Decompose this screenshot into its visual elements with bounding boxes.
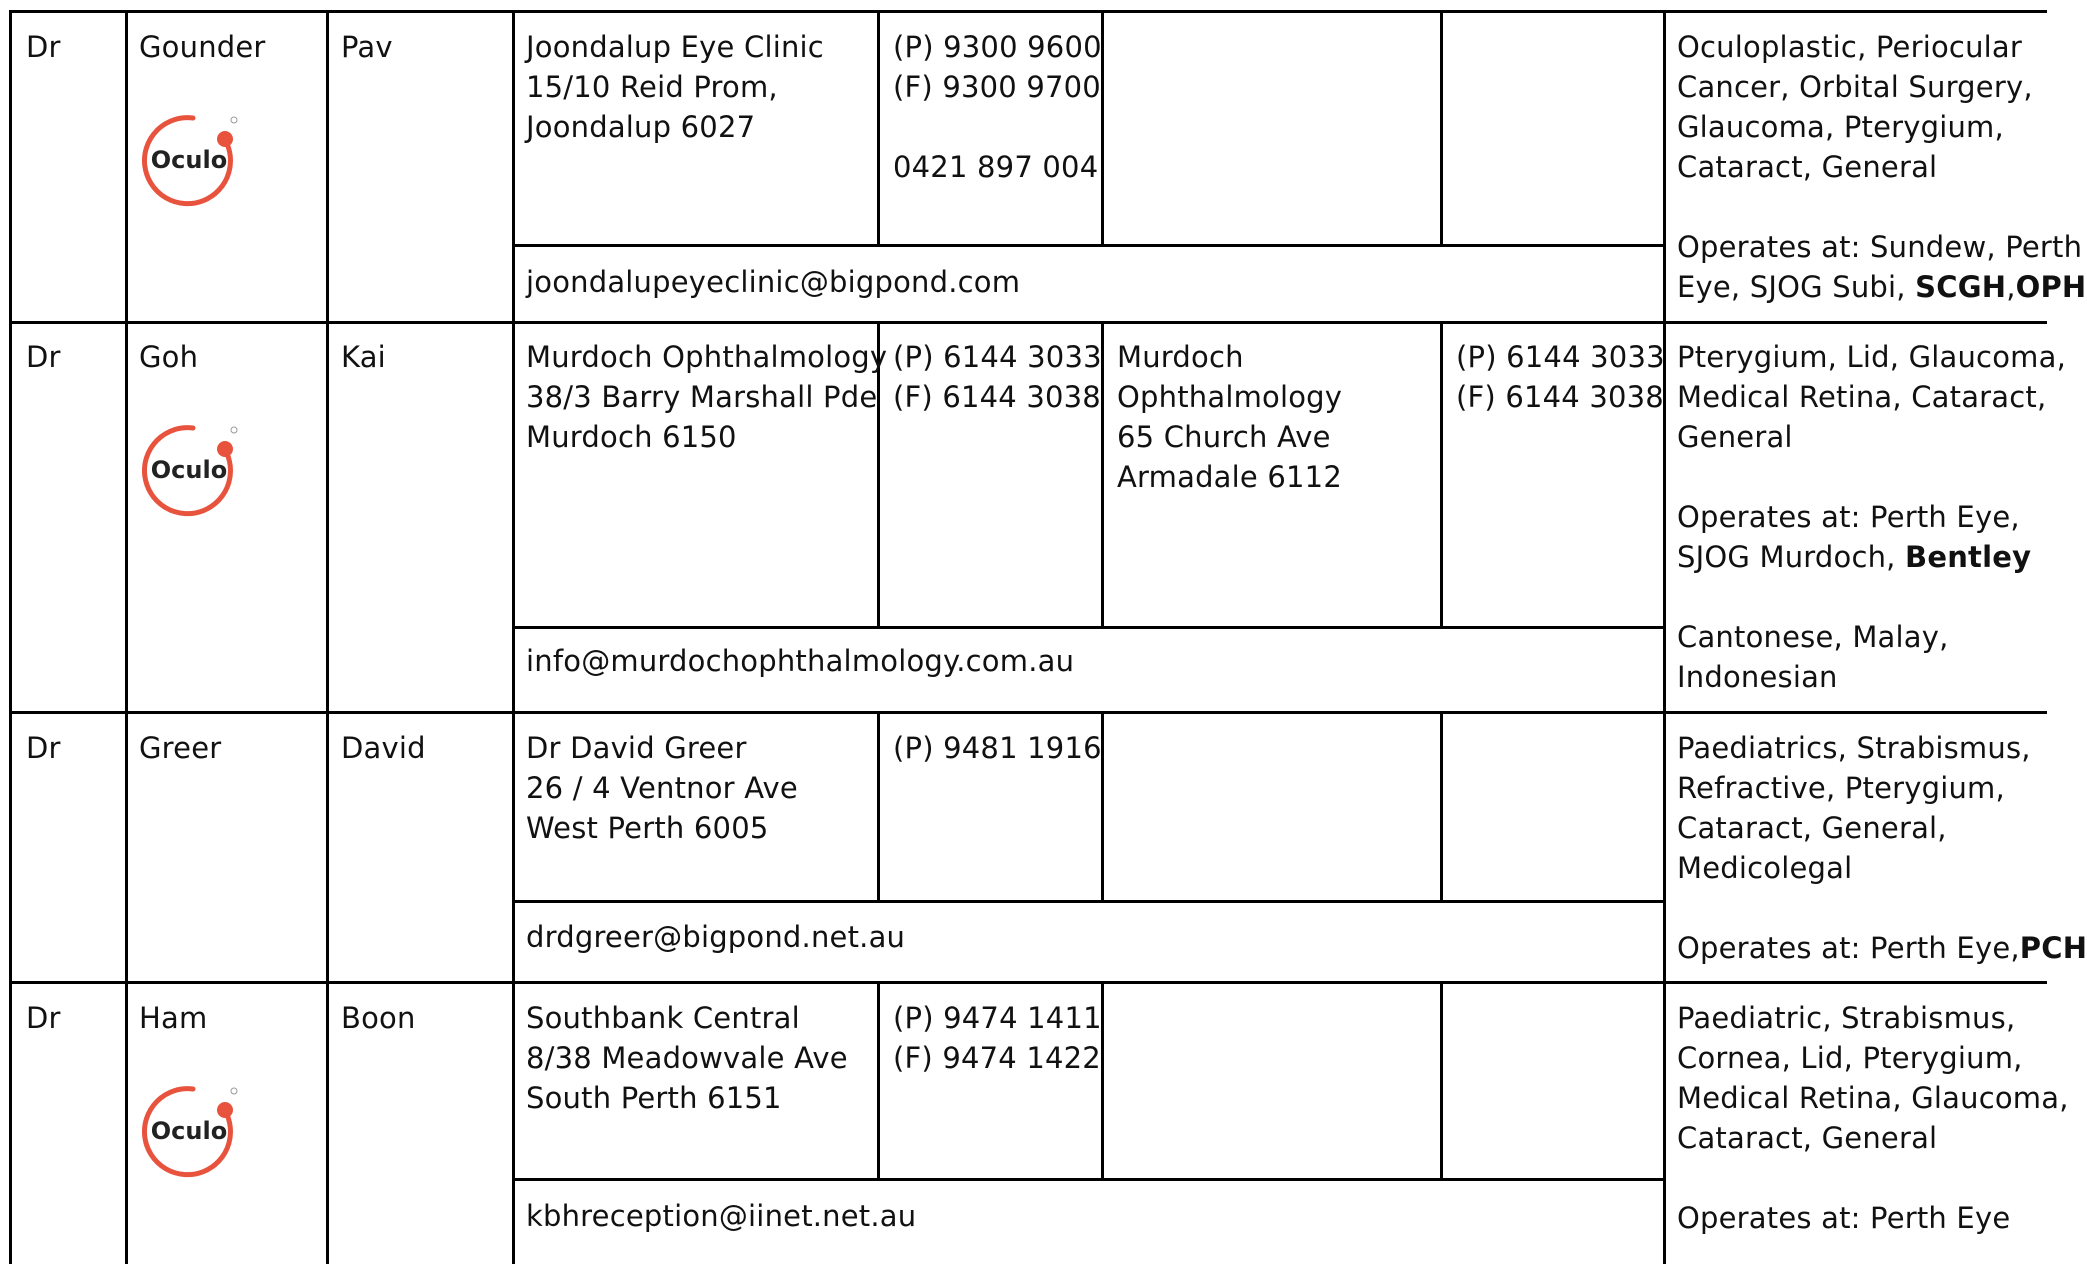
address-line: Murdoch — [1117, 340, 1244, 374]
title-cell: Dr — [26, 30, 61, 64]
operates-line: Operates at: Sundew, Perth — [1677, 230, 2083, 264]
operates-line — [1677, 537, 2031, 577]
oculo-logo-icon — [135, 105, 245, 215]
operates-line: Eye, SJOG Subi, SCGH,OPH — [1677, 270, 2087, 304]
email-cell[interactable]: joondalupeyeclinic@bigpond.com — [526, 265, 1021, 299]
oculo-logo-text: Oculo — [150, 1117, 228, 1145]
operates-prefix: Operates at: Perth Eye, — [1677, 931, 2020, 965]
language-line: Indonesian — [1677, 660, 1838, 694]
interest-line: Cataract, General — [1677, 1121, 1938, 1155]
col-line — [1663, 10, 1666, 1264]
address-line: Armadale 6112 — [1117, 460, 1342, 494]
oculo-logo-text: Oculo — [150, 146, 228, 174]
address-line: Ophthalmology — [1117, 380, 1343, 414]
address-line: Joondalup Eye Clinic — [526, 30, 824, 64]
operates-line: Operates at: Perth Eye, — [1677, 500, 2020, 534]
phone-line: (F) 6144 3038 — [893, 380, 1101, 414]
row-line — [9, 711, 2047, 714]
hospital-bold: SCGH — [1915, 270, 2007, 304]
first-name-cell: Boon — [341, 1001, 416, 1035]
title-cell: Dr — [26, 340, 61, 374]
first-name-cell: Pav — [341, 30, 393, 64]
first-name-cell: David — [341, 731, 426, 765]
interest-line: Medical Retina, Glaucoma, — [1677, 1081, 2069, 1115]
row-line — [9, 981, 2047, 984]
interest-line: Cancer, Orbital Surgery, — [1677, 70, 2033, 104]
title-cell: Dr — [26, 731, 61, 765]
address-line: South Perth 6151 — [526, 1081, 782, 1115]
phone-line: (F) 9300 9700 — [893, 70, 1101, 104]
phone-line: (P) 9474 1411 — [893, 1001, 1102, 1035]
row-line — [9, 321, 2047, 324]
hospital-bold: OPH — [2015, 270, 2087, 304]
address-line: Southbank Central — [526, 1001, 800, 1035]
oculo-logo-icon — [135, 1076, 245, 1186]
col-line — [9, 10, 12, 1264]
address-line: 26 / 4 Ventnor Ave — [526, 771, 798, 805]
interest-line: Pterygium, Lid, Glaucoma, — [1677, 340, 2066, 374]
phone-line: (P) 6144 3033 — [893, 340, 1102, 374]
first-name-cell: Kai — [341, 340, 386, 374]
operates-line: Operates at: Perth Eye — [1677, 1201, 2011, 1235]
email-cell[interactable]: drdgreer@bigpond.net.au — [526, 920, 906, 954]
oculo-logo-text: Oculo — [150, 456, 228, 484]
email-cell[interactable]: info@murdochophthalmology.com.au — [526, 644, 1075, 678]
col-line — [125, 10, 128, 1264]
surname-cell: Greer — [139, 731, 222, 765]
surname-cell: Ham — [139, 1001, 208, 1035]
phone-line: (F) 6144 3038 — [1456, 380, 1664, 414]
interest-line: Cataract, General — [1677, 150, 1938, 184]
phone-line: (P) 6144 3033 — [1456, 340, 1665, 374]
operates-line — [1677, 928, 2087, 968]
address-line: Dr David Greer — [526, 731, 747, 765]
interest-line: Paediatric, Strabismus, — [1677, 1001, 2016, 1035]
oculo-logo-icon — [135, 415, 245, 525]
interest-line: Oculoplastic, Periocular — [1677, 30, 2022, 64]
phone-line: (P) 9300 9600 — [893, 30, 1102, 64]
row-line — [9, 10, 2047, 13]
phone-line: (F) 9474 1422 — [893, 1041, 1101, 1075]
col-line — [326, 10, 329, 1264]
language-line: Cantonese, Malay, — [1677, 620, 1949, 654]
address-line: 65 Church Ave — [1117, 420, 1331, 454]
interest-line: Medicolegal — [1677, 851, 1853, 885]
address-line: West Perth 6005 — [526, 811, 769, 845]
interest-line: Refractive, Pterygium, — [1677, 771, 2005, 805]
interest-line: Cornea, Lid, Pterygium, — [1677, 1041, 2023, 1075]
operates-prefix: Eye, SJOG Subi, — [1677, 270, 1916, 304]
hospital-bold: PCH — [2019, 931, 2087, 965]
title-cell: Dr — [26, 1001, 61, 1035]
address-line: 8/38 Meadowvale Ave — [526, 1041, 848, 1075]
email-cell[interactable]: kbhreception@iinet.net.au — [526, 1199, 917, 1233]
oculo-logo — [135, 105, 245, 215]
phone-line: 0421 897 004 — [893, 150, 1099, 184]
operates-prefix: SJOG Murdoch, — [1677, 540, 1906, 574]
interest-line: General — [1677, 420, 1793, 454]
address-line: Joondalup 6027 — [526, 110, 756, 144]
interest-line: Paediatrics, Strabismus, — [1677, 731, 2031, 765]
oculo-logo — [135, 415, 245, 525]
address-line: 15/10 Reid Prom, — [526, 70, 778, 104]
surname-cell: Gounder — [139, 30, 266, 64]
oculo-logo — [135, 1076, 245, 1186]
address-line: Murdoch Ophthalmology — [526, 340, 888, 374]
phone-line: (P) 9481 1916 — [893, 731, 1102, 765]
interest-line: Cataract, General, — [1677, 811, 1947, 845]
surname-cell: Goh — [139, 340, 199, 374]
interest-line: Glaucoma, Pterygium, — [1677, 110, 2004, 144]
interest-line: Medical Retina, Cataract, — [1677, 380, 2047, 414]
address-line: 38/3 Barry Marshall Pde — [526, 380, 878, 414]
address-line: Murdoch 6150 — [526, 420, 737, 454]
hospital-bold: Bentley — [1905, 540, 2032, 574]
